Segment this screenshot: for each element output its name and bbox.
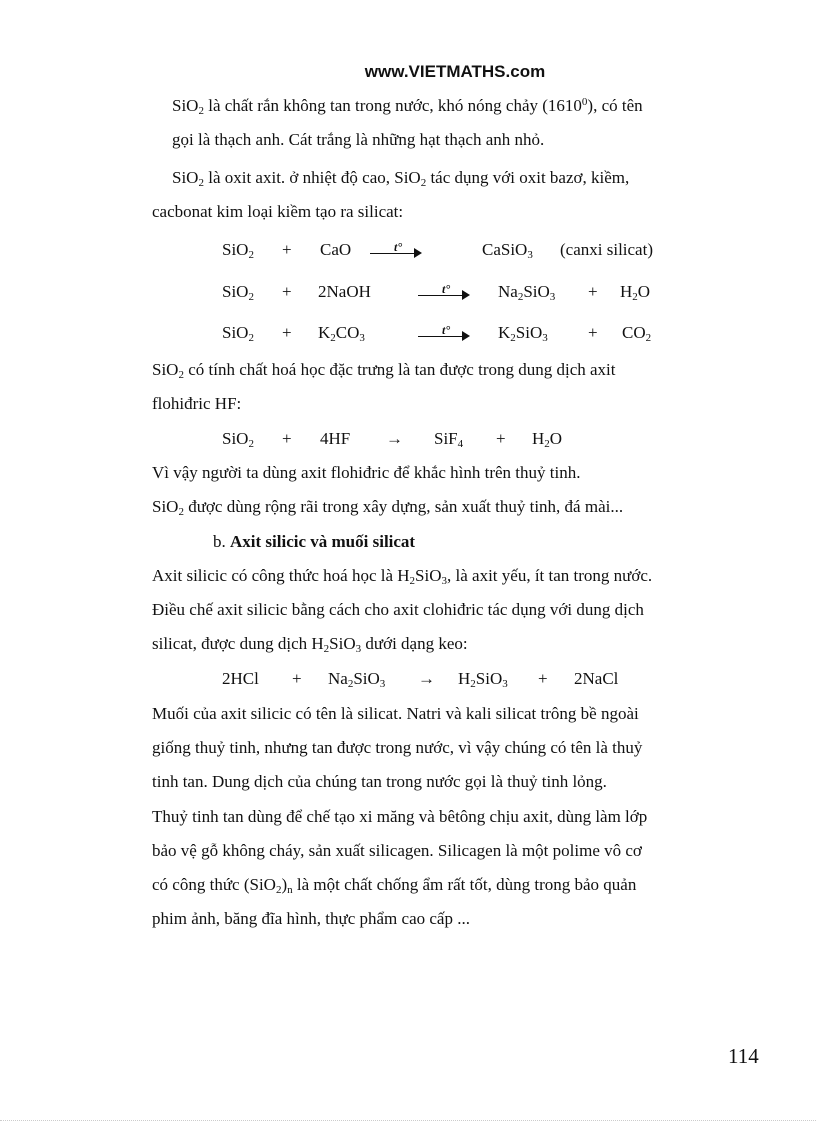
text-line: Vì vậy người ta dùng axit flohiđric để khắc hình trên thuỷ tinh. [152, 463, 581, 482]
text-line: SiO$_2$ được dùng rộng rãi trong xây dựng, sản xuất thuỷ tinh, đá mài... [152, 497, 624, 518]
text-line: tinh tan. Dung dịch của chúng tan trong nước gọi là thuỷ tinh lỏng. [152, 772, 607, 791]
page-number: 114 [728, 1044, 759, 1068]
equation-naoh: SiO$_2$ + 2NaOH t° $Na_2SiO_3$ + $H_2O$ [222, 282, 651, 303]
text-line: silicat, được dung dịch $H_2SiO_3$ dưới dạng keo: [152, 634, 468, 655]
text-line: flohiđric HF: [152, 394, 242, 413]
text-line: SiO$_2$ có tính chất hoá học đặc trưng là tan được trong dung dịch axit [152, 360, 616, 381]
text-line: giống thuỷ tinh, nhưng tan được trong nước, vì vậy chúng có tên là thuỷ [152, 738, 643, 757]
text-seg: SiO$_2$ là chất rắn không tan trong nước, khó nóng chảy (1610$^0$), có tên [172, 96, 643, 117]
text-line: phim ảnh, băng đĩa hình, thực phẩm cao cấp ... [152, 909, 470, 928]
section-heading: b. Axit silicic và muối silicat [213, 532, 416, 551]
text-line: cacbonat kim loại kiềm tạo ra silicat: [152, 202, 404, 221]
text-line [172, 96, 758, 116]
text-line: bảo vệ gỗ không cháy, sản xuất silicagen. Silicagen là một polime vô cơ [152, 841, 642, 860]
heat-arrow-icon: t° [418, 329, 470, 343]
text-line: Axit silicic có công thức hoá học là $H_2SiO_3$, là axit yếu, ít tan trong nước. [152, 566, 653, 587]
text-line: gọi là thạch anh. Cát trắng là những hạt thạch anh nhỏ. [172, 130, 545, 149]
text-line: Muối của axit silicic có tên là silicat. Natri và kali silicat trông bề ngoài [152, 704, 639, 723]
equation-k2co3: SiO$_2$ + $K_2CO_3$ t° $K_2SiO_3$ + $CO_2$ [222, 323, 652, 344]
text-line: Điều chế axit silicic bằng cách cho axit clohiđric tác dụng với dung dịch [152, 600, 644, 619]
equation-cao: SiO$_2$ + CaO t° CaSiO$_3$ (canxi silicat) [222, 240, 653, 261]
text-line: có công thức $(SiO_2)_n$ là một chất chống ẩm rất tốt, dùng trong bảo quản [152, 875, 637, 896]
arrow-icon: → [386, 429, 403, 448]
text-line: SiO$_2$ là oxit axit. ở nhiệt độ cao, SiO$_2$ tác dụng với oxit bazơ, kiềm, [172, 168, 630, 189]
text-line: Thuỷ tinh tan dùng để chế tạo xi măng và bêtông chịu axit, dùng làm lớp [152, 807, 648, 826]
arrow-icon: → [418, 669, 435, 688]
site-header: www.VIETMATHS.com [364, 62, 546, 81]
heat-arrow-icon: t° [370, 246, 422, 260]
page-bottom-divider [0, 1120, 816, 1121]
heat-arrow-icon: t° [418, 288, 470, 302]
